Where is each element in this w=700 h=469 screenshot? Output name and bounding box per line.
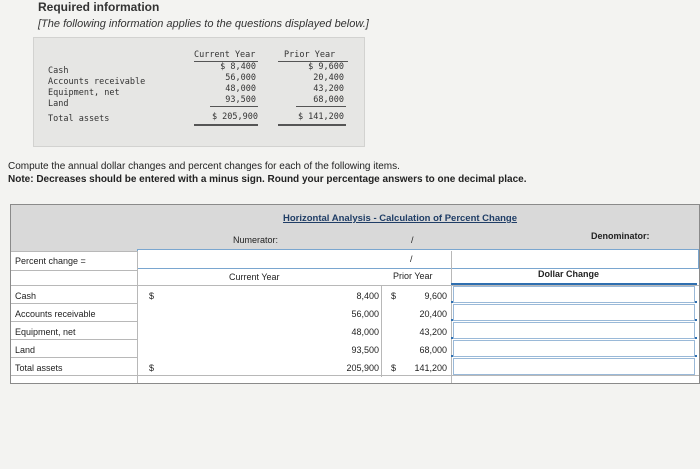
dollar-change-input-ar[interactable] bbox=[453, 304, 695, 321]
slash-label-2: / bbox=[410, 254, 413, 264]
current-value: 93,500 bbox=[351, 345, 379, 355]
dollar-sign: $ bbox=[149, 363, 155, 373]
info-row-label: Cash bbox=[48, 66, 69, 76]
prior-dollar-sign: $ bbox=[391, 291, 397, 301]
prior-dollar-sign: $ bbox=[391, 363, 397, 373]
info-col-prior: Prior Year bbox=[284, 50, 336, 60]
dollar-sign: $ bbox=[149, 291, 155, 301]
info-prior-value: 68,000 bbox=[313, 95, 344, 105]
info-prior-value: 20,400 bbox=[313, 73, 344, 83]
slash-label: / bbox=[411, 235, 414, 245]
row-label-accounts-receivable: Accounts receivable bbox=[15, 309, 96, 319]
info-col-current: Current Year bbox=[194, 50, 256, 60]
col-current-header: Current Year bbox=[229, 272, 280, 282]
denominator-label: Denominator: bbox=[591, 231, 650, 241]
numerator-label: Numerator: bbox=[233, 235, 279, 245]
percent-change-input[interactable] bbox=[137, 249, 699, 269]
prior-value: 43,200 bbox=[419, 327, 447, 337]
info-row-label: Equipment, net bbox=[48, 88, 120, 98]
col-prior-header: Prior Year bbox=[393, 271, 433, 281]
info-current-value: 93,500 bbox=[225, 95, 256, 105]
dollar-change-input-land[interactable] bbox=[453, 340, 695, 357]
percent-change-row bbox=[11, 251, 137, 271]
dollar-change-input-total[interactable] bbox=[453, 358, 695, 375]
info-prior-value: $ 9,600 bbox=[308, 62, 344, 72]
row-label-total: Total assets bbox=[15, 363, 63, 373]
row-label-equipment: Equipment, net bbox=[15, 327, 76, 337]
info-current-value: 48,000 bbox=[225, 84, 256, 94]
info-row-label: Land bbox=[48, 99, 69, 109]
prior-value: 9,600 bbox=[424, 291, 447, 301]
prior-value: 68,000 bbox=[419, 345, 447, 355]
instruction-text: Compute the annual dollar changes and percent changes for each of the following items. bbox=[8, 161, 400, 172]
info-table bbox=[33, 37, 365, 147]
dollar-change-input-cash[interactable] bbox=[453, 286, 695, 303]
dollar-change-input-equipment[interactable] bbox=[453, 322, 695, 339]
row-label-land: Land bbox=[15, 345, 36, 355]
current-value: 48,000 bbox=[351, 327, 379, 337]
info-row-label: Total assets bbox=[48, 114, 110, 124]
col-dollar-header: Dollar Change bbox=[538, 269, 600, 279]
instruction-note: Note: Decreases should be entered with a minus sign. Round your percentage answers to one decimal place. bbox=[8, 174, 527, 185]
analysis-grid bbox=[10, 204, 700, 384]
grid-caption: Horizontal Analysis - Calculation of Percent Change bbox=[283, 213, 518, 224]
current-value: 205,900 bbox=[346, 363, 379, 373]
row-label-cash: Cash bbox=[15, 291, 37, 301]
info-current-value: $ 205,900 bbox=[211, 112, 258, 122]
required-info-title: Required information bbox=[38, 0, 160, 14]
prior-value: 20,400 bbox=[419, 309, 447, 319]
info-row-label: Accounts receivable bbox=[48, 77, 146, 87]
current-value: 8,400 bbox=[356, 291, 379, 301]
info-current-value: 56,000 bbox=[225, 73, 256, 83]
info-prior-value: 43,200 bbox=[313, 84, 344, 94]
info-prior-value: $ 141,200 bbox=[297, 112, 344, 122]
info-current-value: $ 8,400 bbox=[220, 62, 256, 72]
current-value: 56,000 bbox=[351, 309, 379, 319]
prior-value: 141,200 bbox=[414, 363, 447, 373]
percent-change-label: Percent change = bbox=[15, 256, 86, 266]
required-info-subtitle: [The following information applies to the questions displayed below.] bbox=[38, 18, 369, 30]
